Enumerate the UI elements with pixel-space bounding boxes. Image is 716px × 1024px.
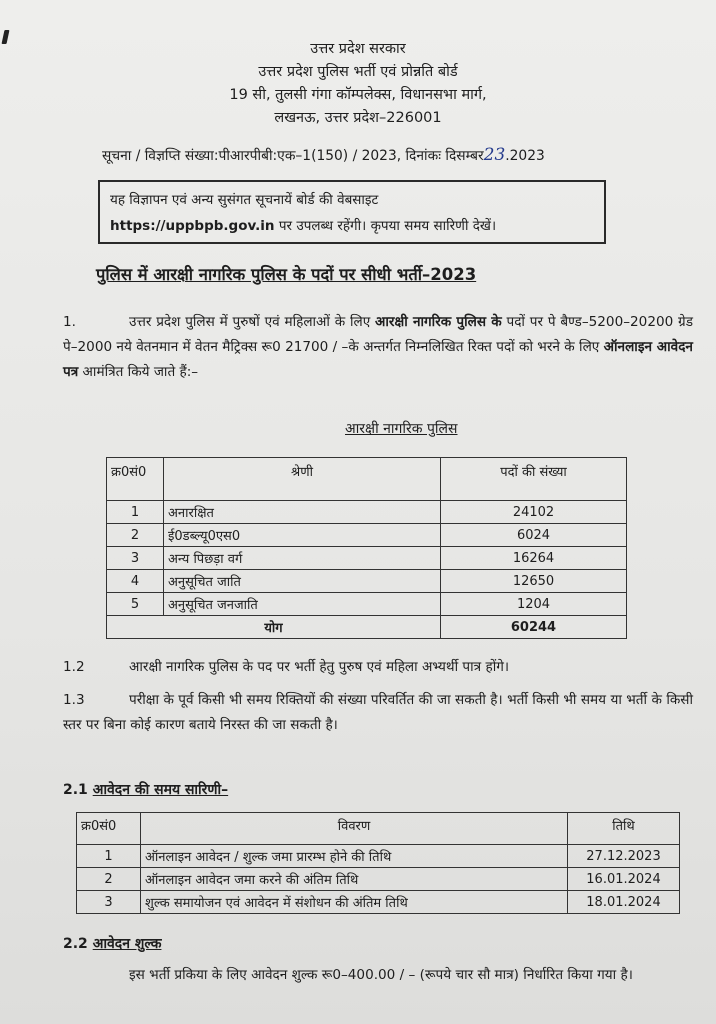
header-government: उत्तर प्रदेश सरकार — [310, 41, 406, 57]
table-total-row — [107, 616, 627, 639]
para-number: 1.2 — [63, 659, 85, 675]
header-date: तिथि — [568, 813, 680, 845]
para1-text-c: आमंत्रित किये जाते हैं:– — [78, 364, 199, 380]
cell-category: अन्य पिछड़ा वर्ग — [164, 547, 441, 570]
handwritten-day: 23 — [483, 145, 506, 165]
section-title: आवेदन शुल्क — [92, 936, 162, 952]
para-number: 1.3 — [63, 692, 85, 708]
fee-paragraph: इस भर्ती प्रकिया के लिए आवेदन शुल्क रू0–400.00 / – (रूपये चार सौ मात्र) निर्धारित किया गया है। — [129, 967, 633, 983]
cell-sno: 3 — [77, 891, 141, 914]
vacancy-table — [106, 457, 627, 639]
table-row — [107, 593, 627, 616]
cell-description: शुल्क समायोजन एवं आवेदन में संशोधन की अंतिम तिथि — [141, 891, 568, 914]
table-row — [107, 524, 627, 547]
cell-sno: 1 — [107, 501, 164, 524]
paragraph-1-3 — [63, 688, 693, 738]
notice-suffix: .2023 — [505, 148, 545, 164]
cell-sno: 3 — [107, 547, 164, 570]
table-row — [77, 845, 680, 868]
cell-posts: 16264 — [441, 547, 627, 570]
total-value: 60244 — [441, 616, 627, 639]
header-sno: क्र0सं0 — [107, 458, 164, 501]
info-line1: यह विज्ञापन एवं अन्य सुसंगत सूचनायें बोर्ड की वेबसाइट — [110, 192, 379, 208]
para-number: 1. — [63, 314, 76, 330]
para12-text: आरक्षी नागरिक पुलिस के पद पर भर्ती हेतु पुरुष एवं महिला अभ्यर्थी पात्र होंगे। — [129, 659, 510, 675]
header-sno: क्र0सं0 — [77, 813, 141, 845]
notice-reference — [102, 145, 545, 165]
paragraph-1 — [63, 310, 693, 385]
header-posts: पदों की संख्या — [441, 458, 627, 501]
cell-description: ऑनलाइन आवेदन जमा करने की अंतिम तिथि — [141, 868, 568, 891]
cell-sno: 4 — [107, 570, 164, 593]
cell-category: ई0डब्ल्यू0एस0 — [164, 524, 441, 547]
section-2-1-heading — [63, 780, 228, 799]
cell-category: अनारक्षित — [164, 501, 441, 524]
para1-text-b: पदों पर पे बैण्ड–5200–20200 ग्रेड पे–2000 नये वेतनमान में वेतन मैट्रिक्स रू0 21700 / –के अन्तर्गत निम्नलिखित रिक्त पदों को भरने के लिए — [63, 314, 694, 355]
table-row — [107, 547, 627, 570]
cell-category: अनुसूचित जनजाति — [164, 593, 441, 616]
website-link[interactable]: https://uppbpb.gov.in — [110, 218, 275, 234]
cell-date: 16.01.2024 — [568, 868, 680, 891]
header-city: लखनऊ, उत्तर प्रदेश–226001 — [274, 110, 442, 126]
cell-date: 27.12.2023 — [568, 845, 680, 868]
cell-posts: 1204 — [441, 593, 627, 616]
cell-sno: 1 — [77, 845, 141, 868]
cell-description: ऑनलाइन आवेदन / शुल्क जमा प्रारम्भ होने की तिथि — [141, 845, 568, 868]
header-category: श्रेणी — [164, 458, 441, 501]
para13-text: परीक्षा के पूर्व किसी भी समय रिक्तियों की संख्या परिवर्तित की जा सकती है। भर्ती किसी भी समय या भर्ती के किसी स्तर पर बिना कोई कारण बताये निरस्त की जा सकती है। — [63, 692, 693, 733]
cell-date: 18.01.2024 — [568, 891, 680, 914]
schedule-table — [76, 812, 680, 914]
table-row — [77, 891, 680, 914]
section-2-2-heading — [63, 934, 161, 953]
header-board: उत्तर प्रदेश पुलिस भर्ती एवं प्रोन्नति बोर्ड — [258, 64, 458, 80]
section-number: 2.1 — [63, 782, 88, 798]
cell-posts: 24102 — [441, 501, 627, 524]
total-label: योग — [107, 616, 441, 639]
cell-posts: 6024 — [441, 524, 627, 547]
table-header-row — [77, 813, 680, 845]
cell-posts: 12650 — [441, 570, 627, 593]
para1-bold-b: ऑनलाइन आवेदन पत्र — [63, 339, 693, 380]
cell-sno: 2 — [77, 868, 141, 891]
header-address: 19 सी, तुलसी गंगा कॉम्पलेक्स, विधानसभा मार्ग, — [229, 87, 487, 103]
vacancy-table-caption: आरक्षी नागरिक पुलिस — [345, 421, 458, 437]
header-description: विवरण — [141, 813, 568, 845]
table-row — [107, 570, 627, 593]
table-header-row — [107, 458, 627, 501]
info-line2: पर उपलब्ध रहेंगी। कृपया समय सारिणी देखें। — [274, 218, 497, 234]
section-number: 2.2 — [63, 936, 88, 952]
paragraph-1-2 — [63, 655, 693, 680]
cell-sno: 2 — [107, 524, 164, 547]
para1-text-a: उत्तर प्रदेश पुलिस में पुरुषों एवं महिलाओं के लिए — [129, 314, 376, 330]
cell-sno: 5 — [107, 593, 164, 616]
cell-category: अनुसूचित जाति — [164, 570, 441, 593]
table-row — [77, 868, 680, 891]
notice-prefix: सूचना / विज्ञप्ति संख्या:पीआरपीबी:एक–1(150) / 2023, दिनांकः दिसम्बर — [102, 148, 484, 164]
website-info-box — [98, 180, 606, 244]
table-row — [107, 501, 627, 524]
para1-bold-a: आरक्षी नागरिक पुलिस के — [375, 314, 502, 330]
section-title: आवेदन की समय सारिणी– — [92, 782, 229, 798]
recruitment-title: पुलिस में आरक्षी नागरिक पुलिस के पदों पर सीधी भर्ती–2023 — [96, 265, 477, 284]
